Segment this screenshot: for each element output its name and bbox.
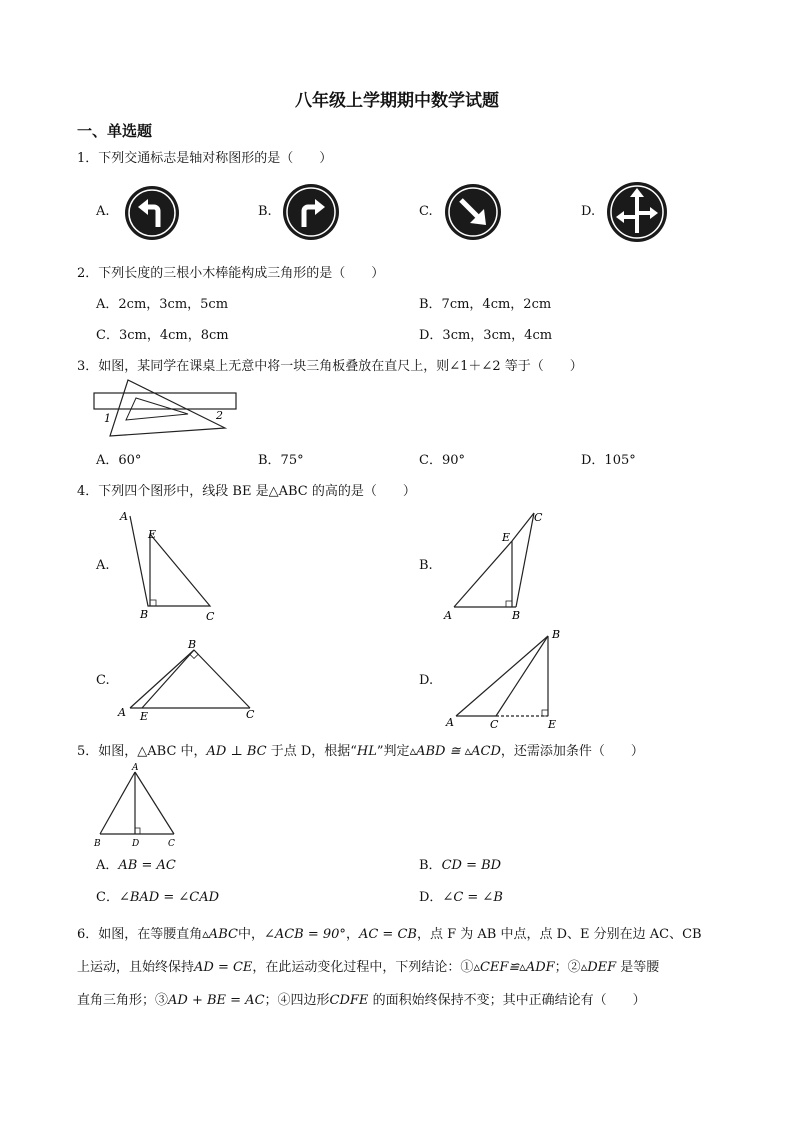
q6-line2-mid2: ；②	[554, 960, 581, 975]
q5-option-c	[96, 886, 219, 905]
q4-option-a-label: A.	[96, 558, 110, 573]
q3-option-c: C．90°	[419, 453, 465, 468]
q4-option-c-label: C.	[96, 673, 110, 688]
q3-angle-1-label: 1	[104, 412, 111, 425]
q6-line1-mid: 中，	[237, 927, 264, 942]
q6-line3-m2: CDFE	[329, 993, 369, 1008]
q1-option-d-label: D.	[581, 204, 596, 219]
q5-option-b	[419, 854, 501, 873]
q3-stem: 3．如图，某同学在课桌上无意中将一块三角板叠放在直尺上，则∠1＋∠2 等于（ ）	[77, 359, 583, 374]
q5-stem-post: ，还需添加条件（ ）	[500, 744, 644, 759]
q6-line1-sep: ，	[345, 927, 359, 942]
q6-line1-m1: ▵ABC	[202, 927, 238, 942]
q5-isosceles-figure	[88, 760, 188, 852]
q1-option-b-label: B.	[258, 204, 272, 219]
q2-stem: 2．下列长度的三根小木棒能构成三角形的是（ ）	[77, 266, 385, 281]
q3-angle-2-label: 2	[216, 409, 223, 422]
q5-stem-pre: 5．如图，△ABC 中，	[77, 744, 207, 759]
q4a-point-e: E	[148, 528, 157, 541]
diagonal-down-right-arrow-icon	[444, 183, 502, 241]
q6-line1-pre: 6．如图，在等腰直角	[77, 927, 203, 942]
q6-line2-mid: ，在此运动变化过程中，下列结论：①	[252, 960, 474, 975]
q6-line2-m3: ▵DEF	[580, 960, 617, 975]
q5-stem-hl: HL	[356, 744, 377, 759]
q6-line-3	[77, 989, 646, 1008]
q6-line-2	[77, 956, 659, 975]
q6-line3-mid: ；④四边形	[264, 993, 330, 1008]
q5-stem-math1: AD ⊥ BC	[206, 744, 267, 759]
q5-option-d-prefix: D．	[419, 890, 443, 905]
q6-line-1	[77, 923, 702, 942]
q6-line2-post: 是等腰	[616, 960, 660, 975]
q4d-point-c: C	[490, 718, 499, 731]
q1-option-a-label: A.	[96, 204, 110, 219]
q5-option-d-math: ∠C = ∠B	[442, 890, 503, 905]
q4c-point-c: C	[246, 708, 255, 721]
q5-option-d	[419, 886, 503, 905]
q5-option-c-prefix: C．	[96, 890, 119, 905]
q5-stem-mid2: ”判定	[376, 744, 410, 759]
q4d-point-a: A	[446, 716, 454, 729]
q4c-point-b: B	[188, 638, 197, 651]
q3-option-b: B．75°	[258, 453, 304, 468]
q5-stem-math2: ▵ABD ≅ ▵ACD	[409, 744, 501, 759]
q5-option-b-math: CD = BD	[441, 858, 502, 873]
q5-stem-mid: 于点 D，根据“	[266, 744, 357, 759]
q6-line3-pre: 直角三角形；③	[77, 993, 169, 1008]
q5-point-a: A	[132, 763, 139, 773]
q6-line2-m2: ▵CEF≌▵ADF	[473, 960, 555, 975]
q4-figure-a	[114, 506, 224, 624]
q4a-point-a: A	[120, 510, 128, 523]
q1-stem: 1．下列交通标志是轴对称图形的是（ ）	[77, 151, 333, 166]
q1-option-c-label: C.	[419, 204, 433, 219]
q6-line3-m1: AD + BE = AC	[168, 993, 265, 1008]
turn-right-arrow-icon	[282, 183, 340, 241]
q4-stem: 4．下列四个图形中，线段 BE 是△ABC 的高的是（ ）	[77, 484, 416, 499]
q6-line1-m3: AC = CB	[358, 927, 417, 942]
q6-line1-post: ，点 F 为 AB 中点，点 D、E 分别在边 AC、CB	[416, 927, 702, 942]
q5-option-a-prefix: A．	[96, 858, 119, 873]
q6-line2-m1: AD = CE	[194, 960, 253, 975]
turn-left-arrow-icon	[124, 185, 180, 241]
q5-option-a-math: AB = AC	[118, 858, 176, 873]
q3-option-a: A．60°	[96, 453, 142, 468]
q4-figure-c	[114, 636, 274, 724]
section-heading: 一、单选题	[77, 122, 153, 140]
straight-and-turn-both-arrow-icon	[606, 181, 668, 243]
q5-option-a	[96, 854, 176, 873]
q5-point-c: C	[168, 839, 175, 849]
q4c-point-e: E	[140, 710, 149, 723]
q6-line1-m2: ∠ACB = 90°	[263, 927, 346, 942]
q5-stem	[77, 740, 644, 759]
q4d-point-e: E	[548, 718, 557, 731]
q2-option-b: B．7cm，4cm，2cm	[419, 297, 552, 312]
q4-figure-d	[442, 626, 572, 732]
q5-option-c-math: ∠BAD = ∠CAD	[118, 890, 220, 905]
q4b-point-b: B	[512, 609, 521, 622]
q4-option-b-label: B.	[419, 558, 433, 573]
q4c-point-a: A	[118, 706, 126, 719]
q4a-point-b: B	[140, 608, 149, 621]
q4a-point-c: C	[206, 610, 215, 623]
q5-option-b-prefix: B．	[419, 858, 442, 873]
q3-option-d: D．105°	[581, 453, 636, 468]
q6-line3-post: 的面积始终保持不变；其中正确结论有（ ）	[368, 993, 646, 1008]
q5-point-b: B	[94, 839, 101, 849]
q2-option-d: D．3cm，3cm，4cm	[419, 328, 553, 343]
page-title: 八年级上学期期中数学试题	[295, 91, 499, 111]
q6-line2-pre: 上运动，且始终保持	[77, 960, 195, 975]
q5-point-d: D	[132, 839, 140, 849]
q4-figure-b	[438, 505, 558, 625]
q4-option-d-label: D.	[419, 673, 434, 688]
q2-option-a: A．2cm，3cm，5cm	[96, 297, 229, 312]
q4b-point-a: A	[444, 609, 452, 622]
q4b-point-e: E	[502, 531, 511, 544]
q4b-point-c: C	[534, 511, 543, 524]
q4d-point-b: B	[552, 628, 561, 641]
q2-option-c: C．3cm，4cm，8cm	[96, 328, 229, 343]
q3-ruler-triangle-figure	[90, 374, 240, 440]
